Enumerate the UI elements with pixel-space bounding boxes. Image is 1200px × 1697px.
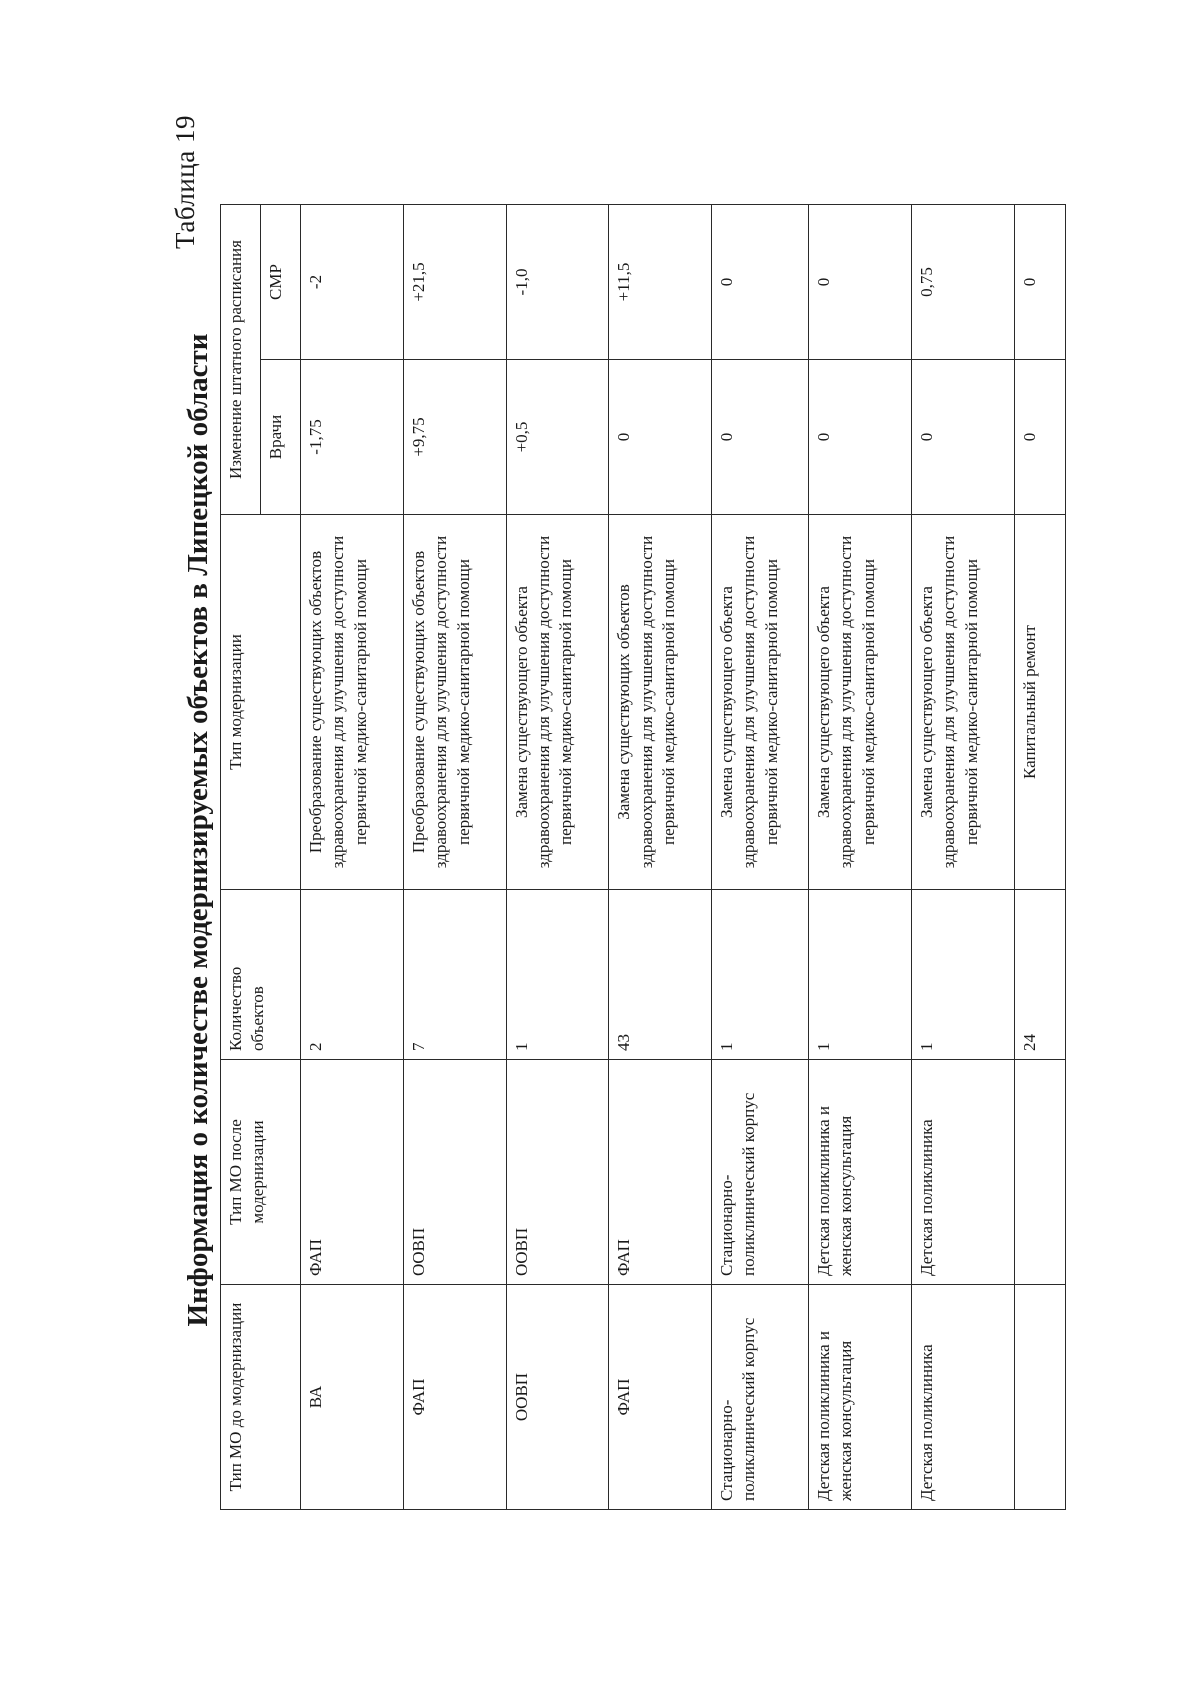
cell-count: 1 — [712, 890, 809, 1060]
table-caption: Таблица 19 — [170, 115, 200, 249]
table-row — [1014, 204, 1065, 1509]
cell-mo-before: ВА — [301, 1285, 404, 1510]
page-title: Информация о количестве модернизируемых объектов в Липецкой области — [182, 333, 214, 1327]
cell-doctors: +0,5 — [506, 360, 609, 515]
cell-mo-after: Детская поликлиника и женская консультация — [809, 1060, 912, 1285]
document-page — [170, 105, 1090, 1555]
cell-count: 24 — [1014, 890, 1065, 1060]
cell-smr: 0 — [1014, 204, 1065, 359]
cell-mo-before: Стационарно-поликлинический корпус — [712, 1285, 809, 1510]
cell-mo-before: Детская поликлиника и женская консультация — [809, 1285, 912, 1510]
cell-mo-after — [1014, 1060, 1065, 1285]
header-mo-before: Тип МО до модернизации — [221, 1285, 301, 1510]
cell-smr: 0 — [809, 204, 912, 359]
cell-smr: 0,75 — [911, 204, 1014, 359]
cell-count: 7 — [403, 890, 506, 1060]
cell-doctors: 0 — [911, 360, 1014, 515]
cell-modernization-type: Преобразование существующих объектов здравоохранения для улучшения доступности первичной медико-санитарной помощи — [403, 515, 506, 890]
cell-smr: -1,0 — [506, 204, 609, 359]
cell-modernization-type: Замена существующих объектов здравоохранения для улучшения доступности первичной медико-санитарной помощи — [609, 515, 712, 890]
table-row — [301, 204, 404, 1509]
cell-modernization-type: Замена существующего объекта здравоохранения для улучшения доступности первичной медико-санитарной помощи — [911, 515, 1014, 890]
cell-mo-before: ООВП — [506, 1285, 609, 1510]
header-doctors: Врачи — [261, 360, 301, 515]
table-row — [712, 204, 809, 1509]
cell-smr: +11,5 — [609, 204, 712, 359]
cell-modernization-type: Преобразование существующих объектов здравоохранения для улучшения доступности первичной медико-санитарной помощи — [301, 515, 404, 890]
cell-mo-before: ФАП — [403, 1285, 506, 1510]
cell-count: 43 — [609, 890, 712, 1060]
cell-mo-after: ООВП — [506, 1060, 609, 1285]
cell-smr: -2 — [301, 204, 404, 359]
cell-mo-after: ФАП — [609, 1060, 712, 1285]
header-mo-after: Тип МО после модернизации — [221, 1060, 301, 1285]
cell-modernization-type: Замена существующего объекта здравоохранения для улучшения доступности первичной медико-санитарной помощи — [809, 515, 912, 890]
cell-doctors: -1,75 — [301, 360, 404, 515]
cell-doctors: 0 — [1014, 360, 1065, 515]
table-row — [506, 204, 609, 1509]
cell-doctors: 0 — [809, 360, 912, 515]
cell-modernization-type: Замена существующего объекта здравоохранения для улучшения доступности первичной медико-санитарной помощи — [712, 515, 809, 890]
cell-mo-before: ФАП — [609, 1285, 712, 1510]
cell-modernization-type: Капитальный ремонт — [1014, 515, 1065, 890]
cell-smr: 0 — [712, 204, 809, 359]
modernization-table — [220, 204, 1066, 1510]
table-row — [809, 204, 912, 1509]
table-row — [609, 204, 712, 1509]
cell-doctors: 0 — [712, 360, 809, 515]
cell-smr: +21,5 — [403, 204, 506, 359]
cell-count: 1 — [911, 890, 1014, 1060]
header-count: Количество объектов — [221, 890, 301, 1060]
cell-count: 2 — [301, 890, 404, 1060]
table-row — [403, 204, 506, 1509]
cell-mo-after: ООВП — [403, 1060, 506, 1285]
cell-count: 1 — [506, 890, 609, 1060]
cell-mo-after: Детская поликлиника — [911, 1060, 1014, 1285]
header-staff-change: Изменение штатного расписания — [221, 204, 261, 514]
cell-count: 1 — [809, 890, 912, 1060]
header-modernization-type: Тип модернизации — [221, 515, 301, 890]
cell-doctors: 0 — [609, 360, 712, 515]
header-smr: СМР — [261, 204, 301, 359]
cell-mo-before — [1014, 1285, 1065, 1510]
cell-modernization-type: Замена существующего объекта здравоохранения для улучшения доступности первичной медико-санитарной помощи — [506, 515, 609, 890]
table-row — [911, 204, 1014, 1509]
cell-mo-before: Детская поликлиника — [911, 1285, 1014, 1510]
cell-mo-after: Стационарно-поликлинический корпус — [712, 1060, 809, 1285]
cell-mo-after: ФАП — [301, 1060, 404, 1285]
cell-doctors: +9,75 — [403, 360, 506, 515]
